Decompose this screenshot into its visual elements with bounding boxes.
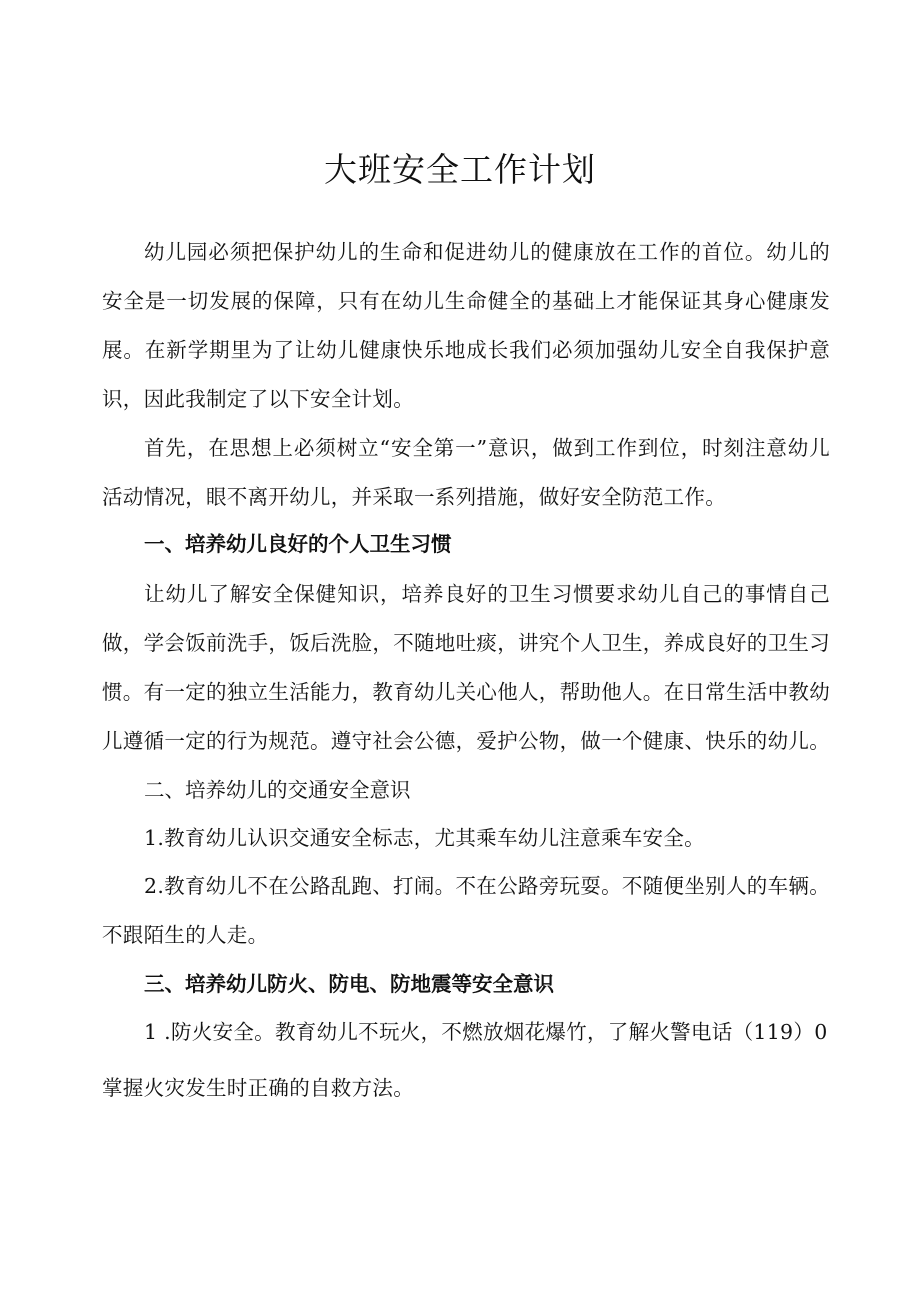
section-2-item-1: 1.教育幼儿认识交通安全标志，尤其乘车幼儿注意乘车安全。 [144,826,705,850]
section-2-item-2: 2.教育幼儿不在公路乱跑、打闹。不在公路旁玩耍。不随便坐别人的车辆。不跟陌生的人走。 [102,874,830,947]
section-1-body: 让幼儿了解安全保健知识，培养良好的卫生习惯要求幼儿自己的事情自己做，学会饭前洗手，饭后洗脸，不随地吐痰，讲究个人卫生，养成良好的卫生习惯。有一定的独立生活能力，教育幼儿关心他人，帮助他人。在日常生活中教幼儿遵循一定的行为规范。遵守社会公德，爱护公物，做一个健康、快乐的幼儿。 [102,582,830,753]
document-title: 大班安全工作计划 [324,150,596,189]
section-3-heading: 三、培养幼儿防火、防电、防地震等安全意识 [144,972,554,996]
section-1-heading: 一、培养幼儿良好的个人卫生习惯 [144,532,452,556]
section-3-item-1-line-2: 掌握火灾发生时正确的自救方法。 [102,1076,414,1100]
intro-paragraph: 幼儿园必须把保护幼儿的生命和促进幼儿的健康放在工作的首位。幼儿的安全是一切发展的保障，只有在幼儿生命健全的基础上才能保证其身心健康发展。在新学期里为了让幼儿健康快乐地成长我们必须加强幼儿安全自我保护意识，因此我制定了以下安全计划。 [102,240,830,411]
section-2-heading: 二、培养幼儿的交通安全意识 [144,778,411,802]
first-paragraph: 首先，在思想上必须树立“安全第一”意识，做到工作到位，时刻注意幼儿活动情况，眼不离开幼儿，并采取一系列措施，做好安全防范工作。 [102,436,830,509]
section-3-item-1-line-1: 1 .防火安全。教育幼儿不玩火，不燃放烟花爆竹，了解火警电话（119）0 [144,1020,828,1044]
